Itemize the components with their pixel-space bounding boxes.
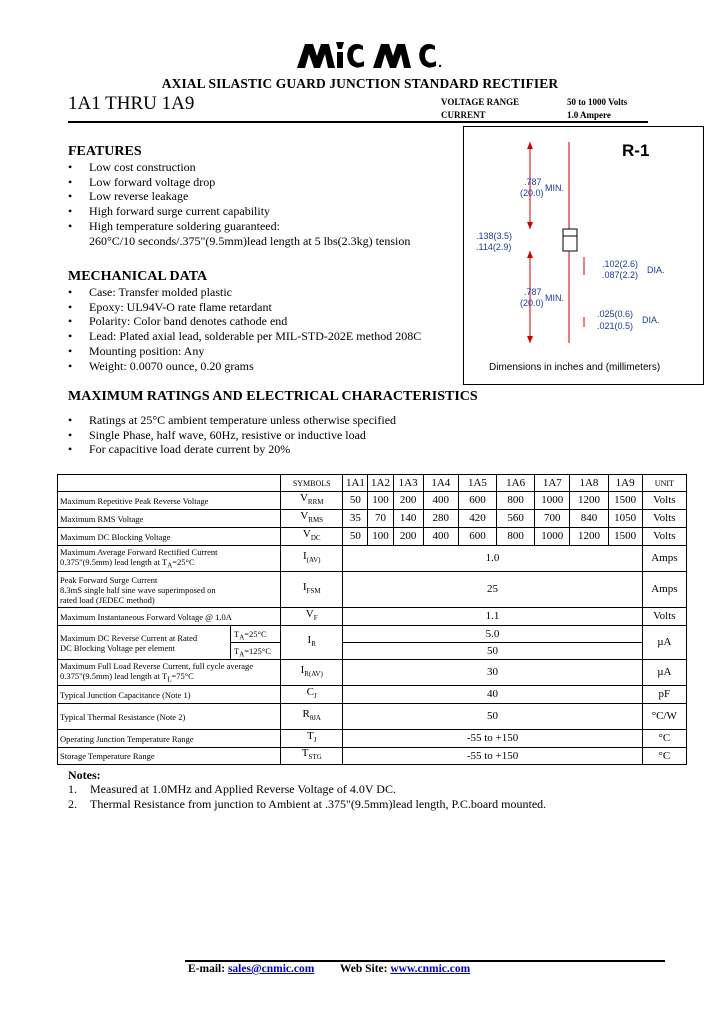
table-row: Maximum RMS Voltage $V_{RMS}$ 35 70 140 280 420 560 700 840 1050 Volts (58, 510, 687, 528)
document-title: AXIAL SILASTIC GUARD JUNCTION STANDARD RECTIFIER (161, 76, 559, 91)
website-label: Web Site: (339, 963, 388, 975)
note-text: Measured at 1.0MHz and Applied Reverse Voltage of 4.0V DC. (90, 782, 396, 796)
part-header: 1A4 (423, 475, 458, 492)
footer-divider (185, 960, 665, 962)
package-outline-box (463, 126, 704, 385)
table-row: Maximum Repetitive Peak Reverse Voltage $V_{RRM}$ 50 100 200 400 600 800 1000 1200 1500 Volts (58, 492, 687, 510)
list-item: • Lead: Plated axial lead, solderable per MIL-STD-202E method 208C (68, 329, 422, 344)
voltage-range-label: VOLTAGE RANGE (441, 97, 520, 107)
current-label: CURRENT (441, 110, 486, 120)
list-item: • Low reverse leakage (68, 189, 189, 204)
body-dia-min: .087(2.2) (602, 270, 639, 280)
table-row: Typical Thermal Resistance (Note 2) $R_{\theta JA}$ 50 °C/W (58, 704, 687, 730)
lead-length-top: .787 (524, 177, 542, 187)
list-item: • Weight: 0.0070 ounce, 0.20 grams (68, 358, 254, 373)
lead-length-top-mm: (20.0) (520, 188, 544, 198)
ratings-list (68, 413, 668, 457)
list-item: • Low cost construction (68, 160, 196, 174)
lead-dia-max: .025(0.6) (597, 309, 634, 319)
mechanical-heading: MECHANICAL DATA (68, 269, 208, 284)
table-row: Storage Temperature Range $T_{STG}$ -55 to +150 °C (58, 748, 687, 765)
table-row: Maximum Full Load Reverse Current, full cycle average 0.375"(9.5mm) lead length at $T_L=75^\circ C$ $I_{R(AV)}$ 30 µA (58, 660, 687, 686)
min-label-bottom: MIN. (545, 293, 564, 303)
notes-section (68, 768, 668, 818)
lead-length-bottom-mm: (20.0) (520, 298, 544, 308)
features-heading: FEATURES (68, 144, 142, 159)
list-item: • Epoxy: UL94V-O rate flame retardant (68, 299, 272, 314)
dia-label-lead: DIA. (642, 315, 660, 325)
diode-outline-drawing (464, 127, 703, 384)
voltage-range-value: 50 to 1000 Volts (567, 97, 628, 107)
table-row: Operating Junction Temperature Range $T_J$ -55 to +150 °C (58, 730, 687, 748)
min-label-top: MIN. (545, 183, 564, 193)
note-number: 1. (68, 782, 77, 796)
email-label: E-mail: (188, 963, 226, 975)
header-divider (68, 121, 648, 123)
table-row: Maximum DC Reverse Current at Rated DC Blocking Voltage per element $T_A=25^\circ C$ $T_A=125^\circ C$ $I_R$ 5.0 50 µA (58, 626, 687, 660)
ratings-heading: MAXIMUM RATINGS AND ELECTRICAL CHARACTERISTICS (68, 389, 478, 404)
body-length-min: .114(2.9) (476, 242, 512, 252)
list-item: • Single Phase, half wave, 60Hz, resistive or inductive load (68, 427, 366, 442)
symbols-header: SYMBOLS (281, 475, 343, 492)
table-row: Peak Forward Surge Current 8.3mS single half sine wave superimposed on rated load (JEDEC method) $I_{FSM}$ 25 Amps (58, 572, 687, 608)
table-row: Maximum DC Blocking Voltage $V_{DC}$ 50 100 200 400 600 800 1000 1200 1500 Volts (58, 528, 687, 546)
package-name: R-1 (622, 141, 650, 160)
list-item: • Polarity: Color band denotes cathode end (68, 314, 288, 329)
mic-logo-graphic (295, 38, 445, 70)
list-item: • High forward surge current capability (68, 204, 271, 219)
list-item: 260°C/10 seconds/.375"(9.5mm)lead length at 5 lbs(2.3kg) tension (89, 233, 411, 248)
part-header: 1A5 (458, 475, 496, 492)
body-dia-max: .102(2.6) (602, 259, 639, 269)
website-link[interactable]: www.cnmic.com (390, 963, 471, 975)
note-number: 2. (68, 797, 77, 811)
list-item: • High temperature soldering guaranteed: (68, 218, 280, 233)
part-header: 1A1 (343, 475, 368, 492)
part-range: 1A1 THRU 1A9 (68, 93, 195, 114)
part-header: 1A3 (393, 475, 423, 492)
list-item: • Low forward voltage drop (68, 174, 216, 189)
note-text: Thermal Resistance from junction to Ambient at .375"(9.5mm)lead length, P.C.board mounted. (90, 797, 547, 811)
part-header: 1A6 (497, 475, 535, 492)
list-item: • Mounting position: Any (68, 343, 205, 358)
table-row: Maximum Average Forward Rectified Current 0.375"(9.5mm) lead length at $T_A=25^\circ C$ $I_{(AV)}$ 1.0 Amps (58, 546, 687, 572)
table-row: Typical Junction Capacitance (Note 1) $C_J$ 40 pF (58, 686, 687, 704)
table-header-row (58, 475, 687, 492)
mechanical-list (68, 285, 458, 373)
table-row: Maximum Instantaneous Forward Voltage @ 1.0A $V_F$ 1.1 Volts (58, 608, 687, 626)
part-header: 1A8 (570, 475, 608, 492)
list-item: • Ratings at 25°C ambient temperature unless otherwise specified (68, 413, 397, 427)
dimensions-caption: Dimensions in inches and (millimeters) (489, 362, 661, 373)
footer (188, 963, 470, 975)
current-value: 1.0 Ampere (567, 110, 611, 120)
mic-logo (295, 38, 445, 70)
features-list (68, 160, 468, 248)
email-link[interactable]: sales@cnmic.com (227, 963, 315, 975)
list-item: • Case: Transfer molded plastic (68, 285, 232, 299)
dia-label-body: DIA. (647, 265, 665, 275)
lead-length-bottom: .787 (524, 287, 542, 297)
part-header: 1A2 (368, 475, 393, 492)
notes-heading: Notes: (68, 768, 101, 782)
list-item: • For capacitive load derate current by 20% (68, 442, 291, 457)
lead-dia-min: .021(0.5) (597, 321, 634, 331)
ratings-table (57, 474, 687, 765)
part-header: 1A7 (535, 475, 570, 492)
body-length-max: .138(3.5) (476, 231, 513, 241)
part-header: 1A9 (608, 475, 642, 492)
unit-header: UNIT (642, 475, 686, 492)
